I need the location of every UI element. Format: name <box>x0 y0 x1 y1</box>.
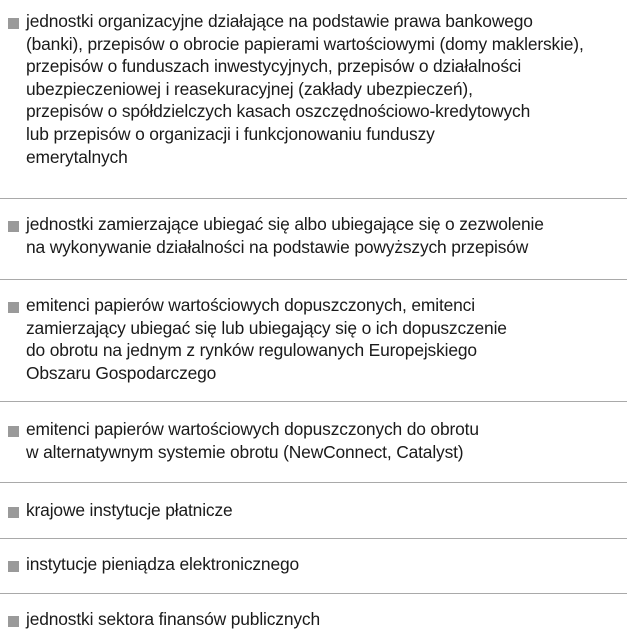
text-line: emitenci papierów wartościowych dopuszczonych do obrotu <box>26 419 479 439</box>
divider <box>0 538 627 539</box>
text-line: na wykonywanie działalności na podstawie powyższych przepisów <box>26 236 529 257</box>
text-line: instytucje pieniądza elektronicznego <box>26 554 300 574</box>
list-item-banks-and-financial-institutions <box>0 10 627 168</box>
text-line: Obszaru Gospodarczego <box>26 362 217 383</box>
list-item-e-money-institutions <box>0 553 627 576</box>
list-item-public-finance-sector <box>0 608 627 631</box>
square-bullet-icon <box>8 616 19 627</box>
square-bullet-icon <box>8 18 19 29</box>
divider <box>0 198 627 199</box>
text-line: emerytalnych <box>26 146 128 167</box>
list-item-text <box>26 608 619 631</box>
square-bullet-icon <box>8 221 19 232</box>
square-bullet-icon <box>8 507 19 518</box>
text-line: jednostki sektora finansów publicznych <box>26 609 320 629</box>
text-line: ubezpieczeniowej i reasekuracyjnej (zakłady ubezpieczeń), <box>26 78 473 99</box>
list-item-text <box>26 553 619 576</box>
list-item-license-applicants <box>0 213 627 258</box>
text-line: krajowe instytucje płatnicze <box>26 500 233 520</box>
text-line: przepisów o spółdzielczych kasach oszczędnościowo-kredytowych <box>26 101 531 122</box>
text-line: zamierzający ubiegać się lub ubiegający się o ich dopuszczenie <box>26 317 507 338</box>
divider <box>0 482 627 483</box>
list-item-text <box>26 213 619 258</box>
square-bullet-icon <box>8 302 19 313</box>
text-line: jednostki organizacyjne działające na podstawie prawa bankowego <box>26 11 533 31</box>
list-item-text <box>26 418 619 463</box>
text-line: w alternatywnym systemie obrotu (NewConnect, Catalyst) <box>26 441 464 462</box>
list-item-regulated-market-issuers <box>0 294 627 384</box>
text-line: emitenci papierów wartościowych dopuszczonych, emitenci <box>26 295 475 315</box>
text-line: jednostki zamierzające ubiegać się albo ubiegające się o zezwolenie <box>26 214 544 234</box>
list-item-text <box>26 10 619 168</box>
list-item-text <box>26 294 619 384</box>
list-item-text <box>26 499 619 522</box>
text-line: (banki), przepisów o obrocie papierami wartościowymi (domy maklerskie), <box>26 33 584 54</box>
square-bullet-icon <box>8 561 19 572</box>
list-item-payment-institutions <box>0 499 627 522</box>
divider <box>0 593 627 594</box>
text-line: przepisów o funduszach inwestycyjnych, przepisów o działalności <box>26 56 522 77</box>
text-line: lub przepisów o organizacji i funkcjonowaniu funduszy <box>26 123 435 144</box>
divider <box>0 401 627 402</box>
list-item-alternative-system-issuers <box>0 418 627 463</box>
square-bullet-icon <box>8 426 19 437</box>
text-line: do obrotu na jednym z rynków regulowanych Europejskiego <box>26 340 477 361</box>
divider <box>0 279 627 280</box>
